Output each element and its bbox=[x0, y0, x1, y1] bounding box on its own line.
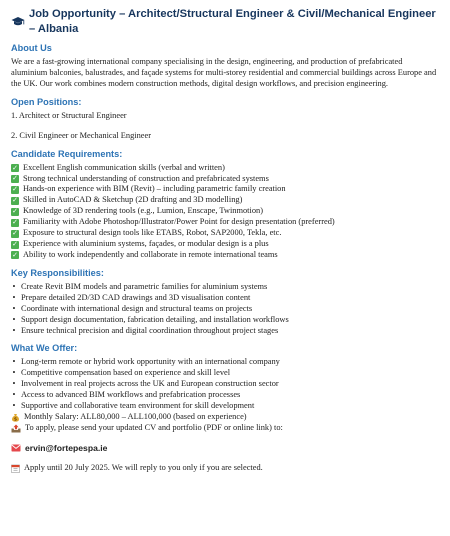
check-box-icon: ✓ bbox=[12, 240, 18, 248]
email-link[interactable]: ervin@fortepespa.ie bbox=[25, 442, 108, 453]
document-title bbox=[11, 7, 439, 36]
envelope-icon bbox=[11, 444, 21, 452]
money-bag-icon bbox=[11, 413, 20, 422]
list-item: • Ensure technical precision and digital coordination throughout project stages bbox=[12, 325, 279, 335]
bullet-icon: • bbox=[12, 368, 16, 378]
list-item: • Involvement in real projects across the UK and European construction sector bbox=[12, 379, 279, 389]
list-item: • Access to advanced BIM workflows and prefabrication processes bbox=[12, 390, 241, 400]
list-item: ✓ Exposure to structural design tools like ETABS, Robot, SAP2000, Tekla, etc. bbox=[12, 228, 282, 238]
bullet-icon: • bbox=[12, 357, 16, 367]
list-item: • Long-term remote or hybrid work opportunity with an international company bbox=[12, 357, 280, 367]
check-box-icon: ✓ bbox=[12, 174, 18, 183]
list-item: • Coordinate with international design and structural teams on projects bbox=[12, 303, 253, 313]
list-item: ✓ Skilled in AutoCAD & Sketchup (2D drafting and 3D modelling) bbox=[12, 195, 243, 205]
salary-text: Monthly Salary: ALL80,000 – ALL100,000 (based on experience) bbox=[24, 412, 247, 422]
bullet-icon: • bbox=[12, 401, 16, 411]
about-heading: About Us bbox=[11, 43, 52, 54]
list-item: • Support design documentation, fabrication detailing, and installation workflows bbox=[12, 314, 289, 324]
bullet-icon: • bbox=[12, 379, 16, 389]
list-item: ✓ Familiarity with Adobe Photoshop/Illustrator/Power Point for design presentation (preferred) bbox=[12, 217, 335, 227]
list-item: ✓ Knowledge of 3D rendering tools (e.g., Lumion, Enscape, Twinmotion) bbox=[12, 206, 263, 216]
calendar-icon bbox=[11, 464, 20, 473]
requirements-list bbox=[11, 163, 439, 261]
list-item: ✓ Experience with aluminium systems, façades, or modular design is a plus bbox=[12, 239, 269, 249]
bullet-icon: • bbox=[12, 303, 16, 313]
bullet-icon: • bbox=[12, 390, 16, 400]
list-item: • Competitive compensation based on experience and skill level bbox=[12, 368, 231, 378]
list-item: ✓ Ability to work independently and collaborate in remote international teams bbox=[12, 249, 278, 259]
list-item: ✓ Excellent English communication skills (verbal and written) bbox=[12, 162, 225, 172]
deadline-line bbox=[11, 463, 439, 474]
check-box-icon: ✓ bbox=[12, 207, 18, 216]
position-item: 2. Civil Engineer or Mechanical Engineer bbox=[11, 130, 151, 140]
positions-heading: Open Positions: bbox=[11, 96, 82, 107]
list-item: • Prepare detailed 2D/3D CAD drawings and 3D visualisation content bbox=[12, 292, 251, 302]
apply-text: To apply, please send your updated CV and portfolio (PDF or online link) to: bbox=[25, 422, 283, 432]
salary-line bbox=[11, 412, 439, 423]
check-box-icon: ✓ bbox=[12, 163, 18, 172]
apply-line bbox=[11, 423, 439, 434]
about-text: We are a fast-growing international company specialising in the design, engineering, and production of prefabricated aluminium balconies, balustrades, and façade systems for multi-storey residential and commercial buildings across Europe and the UK. Our work combines modern construction methods, digital design workflows, and precision engineering. bbox=[11, 57, 437, 88]
offer-heading: What We Offer: bbox=[11, 343, 78, 354]
check-box-icon: ✓ bbox=[12, 196, 18, 205]
responsibilities-heading: Key Responsibilities: bbox=[11, 267, 104, 278]
list-item: ✓ Strong technical understanding of construction and prefabricated systems bbox=[12, 173, 269, 183]
check-box-icon: ✓ bbox=[12, 185, 18, 194]
check-box-icon: ✓ bbox=[12, 229, 18, 238]
bullet-icon: • bbox=[12, 292, 16, 302]
position-item: 1. Architect or Structural Engineer bbox=[11, 110, 127, 120]
list-item: • Supportive and collaborative team environment for skill development bbox=[12, 401, 255, 411]
responsibilities-list bbox=[11, 282, 439, 337]
check-box-icon: ✓ bbox=[12, 250, 18, 259]
requirements-heading: Candidate Requirements: bbox=[11, 148, 123, 159]
list-item: ✓ Hands-on experience with BIM (Revit) – including parametric family creation bbox=[12, 184, 286, 194]
offer-list bbox=[11, 357, 439, 412]
svg-text:$: $ bbox=[13, 417, 18, 422]
title-text: Job Opportunity – Architect/Structural Engineer & Civil/Mechanical Engineer – Albania bbox=[29, 8, 436, 35]
outbox-tray-icon bbox=[11, 424, 21, 433]
bullet-icon: • bbox=[12, 325, 16, 335]
bullet-icon: • bbox=[12, 314, 16, 324]
graduation-cap-icon bbox=[11, 16, 25, 27]
bullet-icon: • bbox=[12, 281, 16, 291]
list-item: • Create Revit BIM models and parametric families for aluminium systems bbox=[12, 281, 268, 291]
check-box-icon: ✓ bbox=[12, 218, 18, 227]
email-line bbox=[11, 443, 439, 454]
deadline-text: Apply until 20 July 2025. We will reply to you only if you are selected. bbox=[24, 463, 263, 473]
